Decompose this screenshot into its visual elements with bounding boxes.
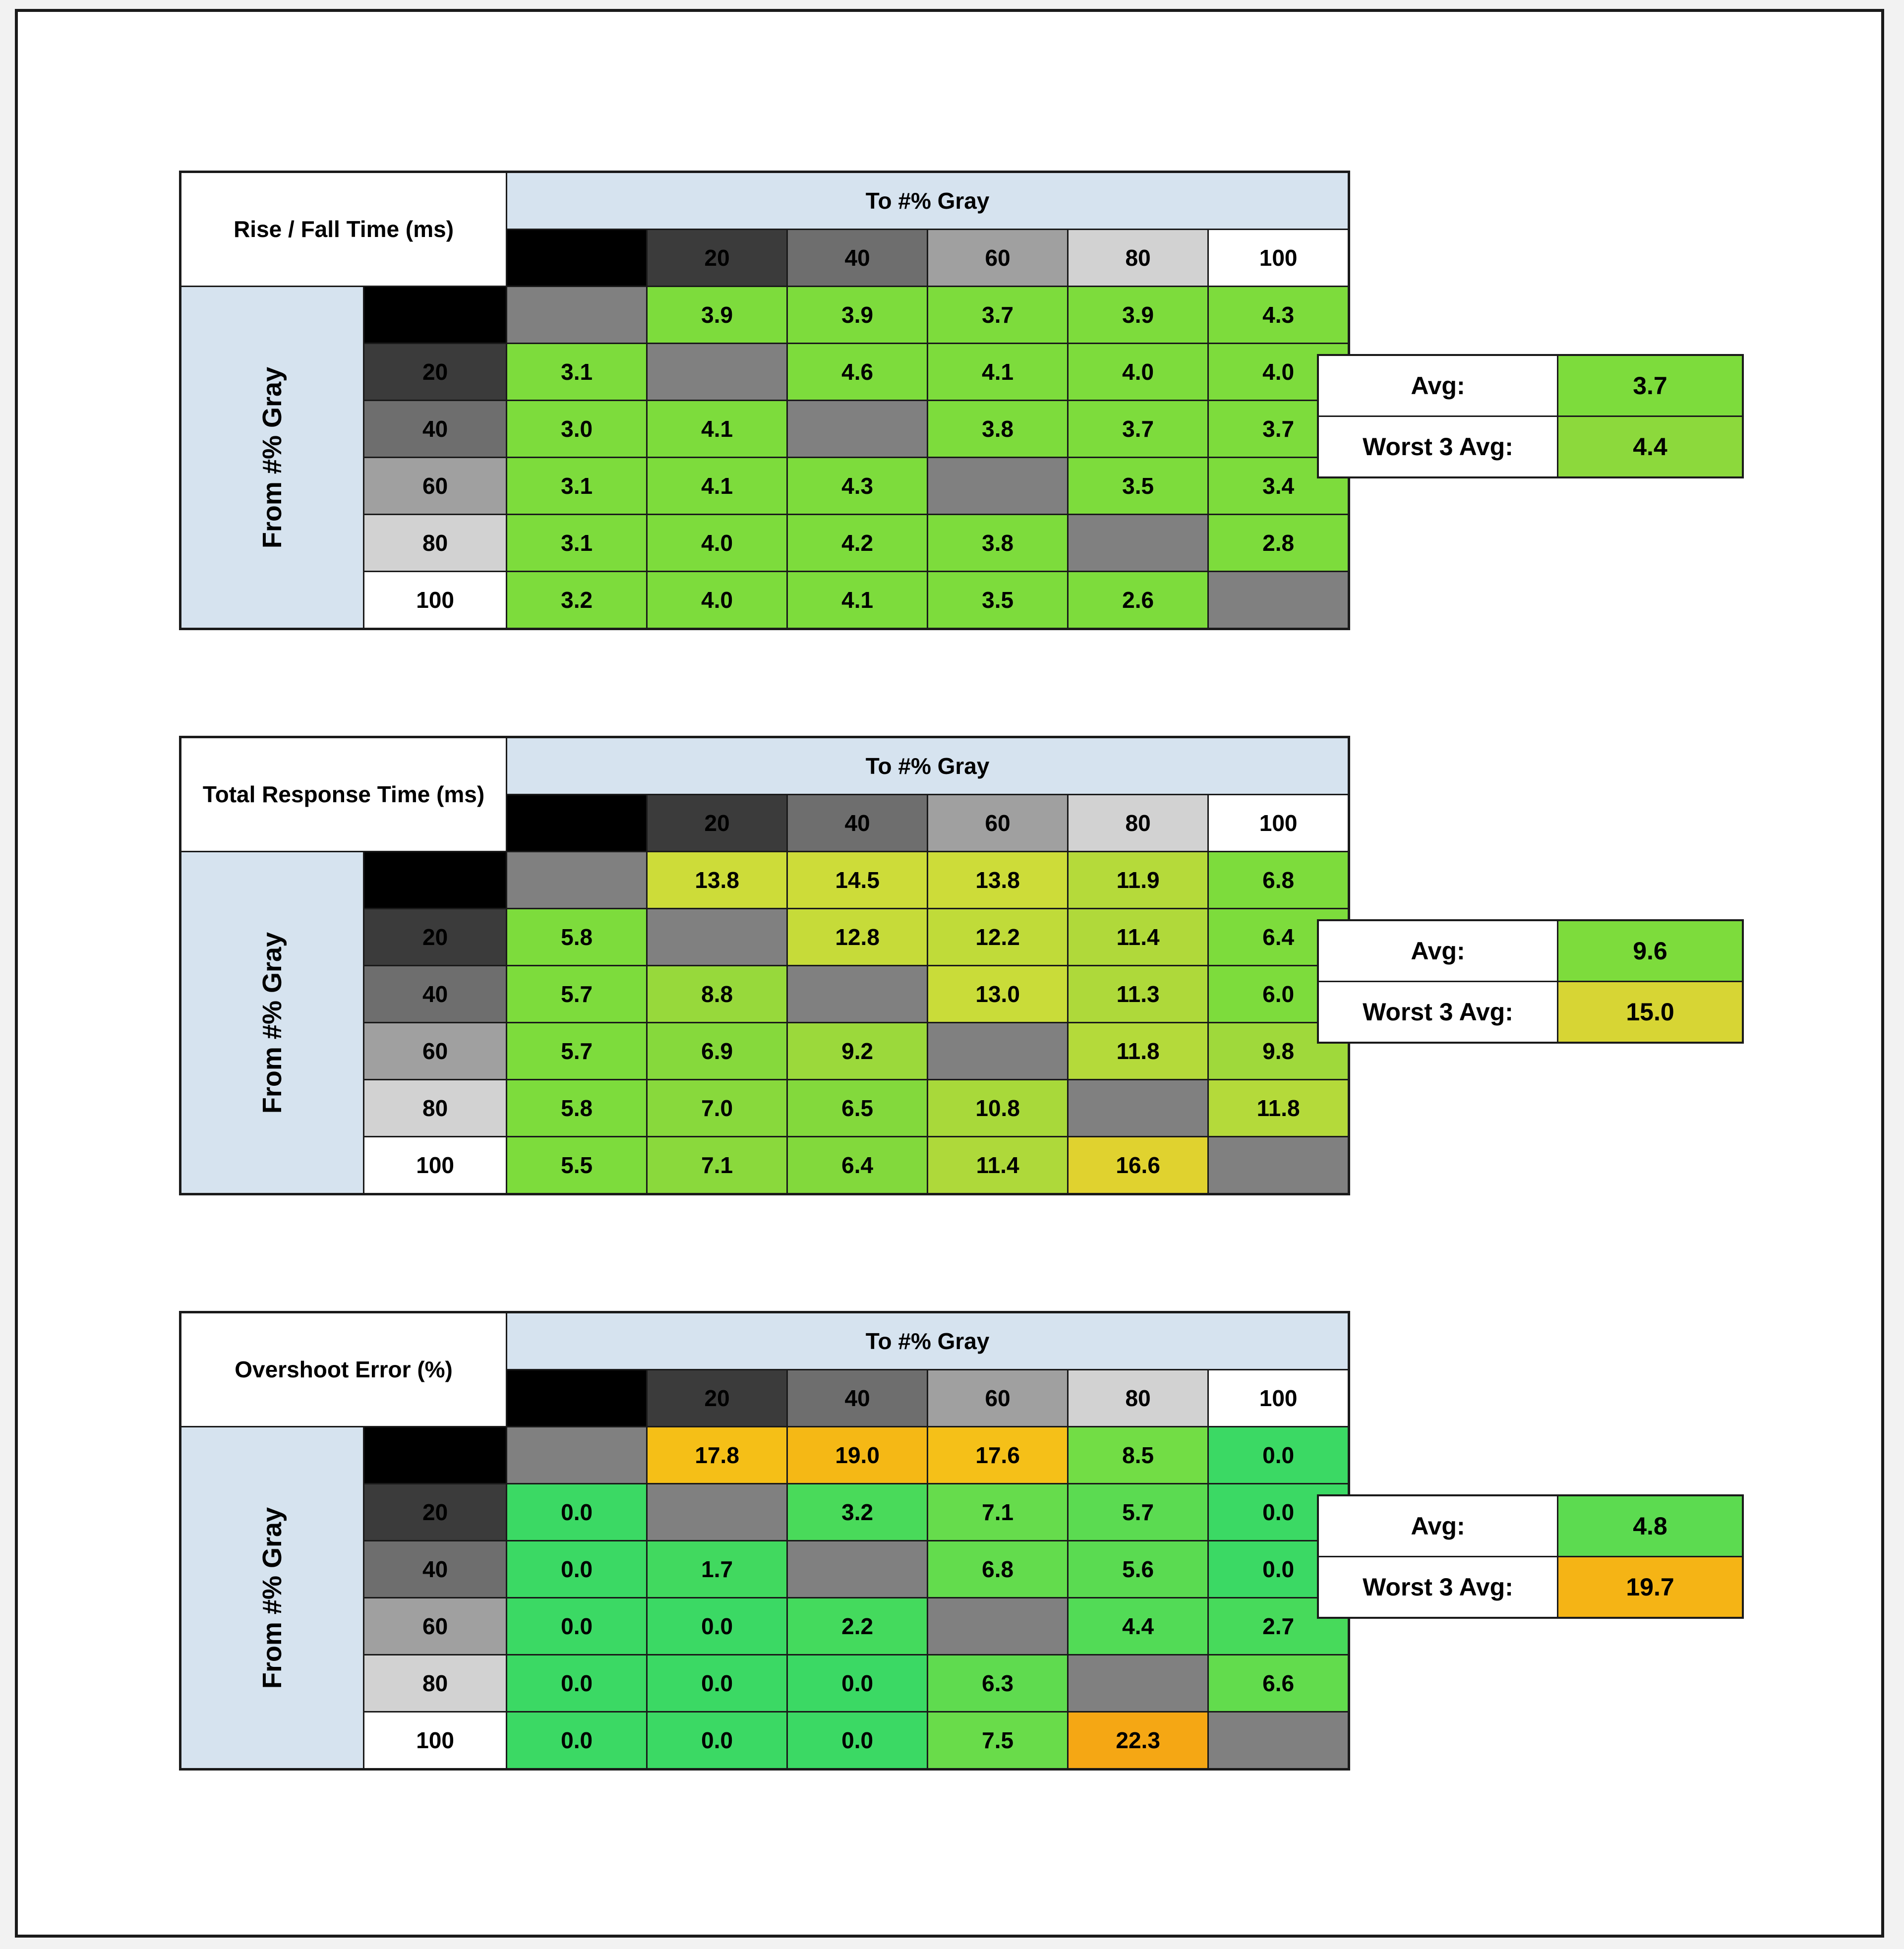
column-header-100: 100: [1208, 795, 1349, 852]
matrix-cell-diagonal: [647, 1484, 787, 1541]
matrix-cell: 6.0: [1208, 966, 1349, 1023]
column-header-80: 80: [1068, 230, 1208, 287]
row-header-40: 40: [364, 966, 507, 1023]
matrix-table: [179, 1311, 1350, 1771]
matrix-cell-diagonal: [1208, 1712, 1349, 1770]
row-header-0: 0: [364, 287, 507, 344]
matrix-cell: 3.7: [1208, 401, 1349, 458]
summary-row-worst3: [1318, 1557, 1743, 1618]
matrix-table: [179, 171, 1350, 630]
matrix-cell: 13.8: [647, 852, 787, 909]
matrix-cell-diagonal: [787, 966, 928, 1023]
avg-value: 9.6: [1558, 920, 1743, 982]
matrix-y-axis-label-text: From #% Gray: [257, 366, 288, 548]
avg-label: Avg:: [1318, 1495, 1558, 1557]
row-header-60: 60: [364, 1598, 507, 1655]
matrix-cell: 7.1: [928, 1484, 1068, 1541]
matrix-cell: 6.5: [787, 1080, 928, 1137]
matrix-cell: 4.0: [647, 572, 787, 629]
matrix-cell: 11.8: [1208, 1080, 1349, 1137]
matrix-title: Overshoot Error (%): [180, 1312, 507, 1427]
matrix-cell: 3.4: [1208, 458, 1349, 515]
row-header-40: 40: [364, 1541, 507, 1598]
matrix-cell: 6.4: [1208, 909, 1349, 966]
column-header-20: 20: [647, 795, 787, 852]
matrix-cell: 0.0: [507, 1598, 647, 1655]
matrix-table: [179, 736, 1350, 1195]
summary-row-worst3: [1318, 982, 1743, 1043]
matrix-cell: 16.6: [1068, 1137, 1208, 1194]
matrix-cell: 4.1: [647, 458, 787, 515]
matrix-cell: 0.0: [507, 1655, 647, 1712]
matrix-cell: 7.5: [928, 1712, 1068, 1770]
worst3-label: Worst 3 Avg:: [1318, 1557, 1558, 1618]
matrix-cell: 13.0: [928, 966, 1068, 1023]
avg-value: 3.7: [1558, 355, 1743, 416]
row-header-100: 100: [364, 1712, 507, 1770]
matrix-cell: 4.3: [787, 458, 928, 515]
column-header-80: 80: [1068, 1370, 1208, 1427]
row-header-20: 20: [364, 1484, 507, 1541]
matrix-cell: 3.9: [787, 287, 928, 344]
column-header-40: 40: [787, 795, 928, 852]
summary-row-avg: [1318, 1495, 1743, 1557]
matrix-cell: 5.8: [507, 1080, 647, 1137]
avg-label: Avg:: [1318, 355, 1558, 416]
matrix-cell: 0.0: [507, 1484, 647, 1541]
matrix-cell: 6.8: [1208, 852, 1349, 909]
matrix-cell: 11.8: [1068, 1023, 1208, 1080]
matrix-y-axis-label: [180, 287, 364, 629]
matrix-cell: 3.7: [1068, 401, 1208, 458]
matrix-cell: 0.0: [787, 1655, 928, 1712]
matrix-cell: 3.8: [928, 515, 1068, 572]
matrix-cell: 1.7: [647, 1541, 787, 1598]
matrix-cell-diagonal: [1208, 572, 1349, 629]
matrix-cell: 12.2: [928, 909, 1068, 966]
matrix-cell: 3.9: [1068, 287, 1208, 344]
column-header-60: 60: [928, 1370, 1068, 1427]
matrix-y-axis-label-text: From #% Gray: [257, 1507, 288, 1689]
matrix-cell: 0.0: [507, 1712, 647, 1770]
matrix-cell: 4.1: [787, 572, 928, 629]
matrix-cell: 9.8: [1208, 1023, 1349, 1080]
matrix-cell: 11.9: [1068, 852, 1208, 909]
page-canvas: [15, 9, 1884, 1938]
matrix-cell: 19.0: [787, 1427, 928, 1484]
matrix-cell: 0.0: [1208, 1484, 1349, 1541]
summary-table-1: [1317, 919, 1744, 1044]
summary-row-avg: [1318, 355, 1743, 416]
worst3-label: Worst 3 Avg:: [1318, 416, 1558, 478]
summary-table-2: [1317, 1494, 1744, 1619]
matrix-cell: 17.6: [928, 1427, 1068, 1484]
matrix-cell: 6.4: [787, 1137, 928, 1194]
matrix-cell: 12.8: [787, 909, 928, 966]
row-header-80: 80: [364, 515, 507, 572]
matrix-cell: 3.1: [507, 344, 647, 401]
matrix-cell: 5.7: [1068, 1484, 1208, 1541]
matrix-cell: 0.0: [647, 1712, 787, 1770]
column-header-60: 60: [928, 795, 1068, 852]
matrix-cell: 22.3: [1068, 1712, 1208, 1770]
matrix-cell: 3.2: [507, 572, 647, 629]
column-header-20: 20: [647, 1370, 787, 1427]
matrix-cell: 2.6: [1068, 572, 1208, 629]
matrix-cell: 5.5: [507, 1137, 647, 1194]
matrix-cell: 6.3: [928, 1655, 1068, 1712]
table-row: [180, 852, 1349, 909]
matrix-cell-diagonal: [928, 1598, 1068, 1655]
matrix-cell: 3.2: [787, 1484, 928, 1541]
matrix-cell-diagonal: [647, 909, 787, 966]
matrix-cell: 0.0: [647, 1598, 787, 1655]
matrix-cell: 4.3: [1208, 287, 1349, 344]
matrix-cell: 5.7: [507, 1023, 647, 1080]
matrix-cell-diagonal: [507, 852, 647, 909]
matrix-header-row-title: [180, 737, 1349, 795]
matrix-cell: 4.6: [787, 344, 928, 401]
avg-label: Avg:: [1318, 920, 1558, 982]
row-header-0: 0: [364, 1427, 507, 1484]
matrix-cell: 4.0: [647, 515, 787, 572]
row-header-60: 60: [364, 458, 507, 515]
row-header-20: 20: [364, 344, 507, 401]
matrix-cell: 0.0: [647, 1655, 787, 1712]
matrix-cell-diagonal: [928, 458, 1068, 515]
matrix-cell: 4.4: [1068, 1598, 1208, 1655]
column-header-0: 0: [507, 230, 647, 287]
row-header-80: 80: [364, 1655, 507, 1712]
matrix-cell: 2.2: [787, 1598, 928, 1655]
matrix-cell: 3.5: [1068, 458, 1208, 515]
matrix-cell: 0.0: [1208, 1541, 1349, 1598]
matrix-block-1: [179, 736, 1350, 1195]
row-header-80: 80: [364, 1080, 507, 1137]
matrix-cell: 3.1: [507, 515, 647, 572]
matrix-x-axis-label: To #% Gray: [507, 172, 1349, 230]
matrix-cell: 6.6: [1208, 1655, 1349, 1712]
worst3-value: 19.7: [1558, 1557, 1743, 1618]
matrix-cell: 11.4: [1068, 909, 1208, 966]
matrix-cell: 17.8: [647, 1427, 787, 1484]
matrix-y-axis-label-text: From #% Gray: [257, 932, 288, 1114]
worst3-value: 15.0: [1558, 982, 1743, 1043]
table-row: [180, 287, 1349, 344]
column-header-100: 100: [1208, 230, 1349, 287]
summary-row-avg: [1318, 920, 1743, 982]
matrix-x-axis-label: To #% Gray: [507, 1312, 1349, 1370]
matrix-cell: 4.0: [1208, 344, 1349, 401]
matrix-cell: 14.5: [787, 852, 928, 909]
matrix-cell-diagonal: [1068, 1080, 1208, 1137]
matrix-cell: 3.0: [507, 401, 647, 458]
matrix-cell-diagonal: [507, 1427, 647, 1484]
matrix-cell: 5.6: [1068, 1541, 1208, 1598]
row-header-60: 60: [364, 1023, 507, 1080]
matrix-cell: 8.8: [647, 966, 787, 1023]
row-header-100: 100: [364, 572, 507, 629]
matrix-cell: 4.0: [1068, 344, 1208, 401]
worst3-label: Worst 3 Avg:: [1318, 982, 1558, 1043]
column-header-40: 40: [787, 1370, 928, 1427]
matrix-cell: 11.3: [1068, 966, 1208, 1023]
matrix-cell: 11.4: [928, 1137, 1068, 1194]
matrix-cell: 4.2: [787, 515, 928, 572]
matrix-cell: 3.7: [928, 287, 1068, 344]
matrix-cell: 0.0: [507, 1541, 647, 1598]
column-header-40: 40: [787, 230, 928, 287]
matrix-cell: 0.0: [1208, 1427, 1349, 1484]
matrix-cell: 3.5: [928, 572, 1068, 629]
column-header-80: 80: [1068, 795, 1208, 852]
row-header-100: 100: [364, 1137, 507, 1194]
matrix-cell: 7.0: [647, 1080, 787, 1137]
matrix-x-axis-label: To #% Gray: [507, 737, 1349, 795]
column-header-20: 20: [647, 230, 787, 287]
matrix-cell-diagonal: [1208, 1137, 1349, 1194]
worst3-value: 4.4: [1558, 416, 1743, 478]
matrix-cell: 2.8: [1208, 515, 1349, 572]
matrix-cell-diagonal: [787, 401, 928, 458]
matrix-cell: 5.7: [507, 966, 647, 1023]
avg-value: 4.8: [1558, 1495, 1743, 1557]
matrix-cell: 6.8: [928, 1541, 1068, 1598]
matrix-cell: 4.1: [647, 401, 787, 458]
matrix-title: Rise / Fall Time (ms): [180, 172, 507, 287]
matrix-cell-diagonal: [507, 287, 647, 344]
matrix-cell-diagonal: [1068, 1655, 1208, 1712]
row-header-20: 20: [364, 909, 507, 966]
matrix-cell: 2.7: [1208, 1598, 1349, 1655]
matrix-y-axis-label: [180, 852, 364, 1194]
matrix-cell: 0.0: [787, 1712, 928, 1770]
column-header-100: 100: [1208, 1370, 1349, 1427]
column-header-0: 0: [507, 795, 647, 852]
matrix-y-axis-label: [180, 1427, 364, 1770]
matrix-cell-diagonal: [1068, 515, 1208, 572]
matrix-cell: 3.1: [507, 458, 647, 515]
matrix-header-row-title: [180, 1312, 1349, 1370]
matrix-block-0: [179, 171, 1350, 630]
table-row: [180, 1427, 1349, 1484]
row-header-40: 40: [364, 401, 507, 458]
matrix-cell: 13.8: [928, 852, 1068, 909]
matrix-cell: 7.1: [647, 1137, 787, 1194]
matrix-title: Total Response Time (ms): [180, 737, 507, 852]
matrix-cell: 8.5: [1068, 1427, 1208, 1484]
matrix-cell: 9.2: [787, 1023, 928, 1080]
matrix-cell: 3.8: [928, 401, 1068, 458]
row-header-0: 0: [364, 852, 507, 909]
matrix-cell: 10.8: [928, 1080, 1068, 1137]
summary-table-0: [1317, 354, 1744, 478]
matrix-block-2: [179, 1311, 1350, 1771]
column-header-0: 0: [507, 1370, 647, 1427]
matrix-cell: 3.9: [647, 287, 787, 344]
summary-row-worst3: [1318, 416, 1743, 478]
matrix-cell-diagonal: [928, 1023, 1068, 1080]
matrix-cell-diagonal: [787, 1541, 928, 1598]
matrix-header-row-title: [180, 172, 1349, 230]
matrix-cell: 6.9: [647, 1023, 787, 1080]
column-header-60: 60: [928, 230, 1068, 287]
matrix-cell-diagonal: [647, 344, 787, 401]
matrix-cell: 5.8: [507, 909, 647, 966]
matrix-cell: 4.1: [928, 344, 1068, 401]
